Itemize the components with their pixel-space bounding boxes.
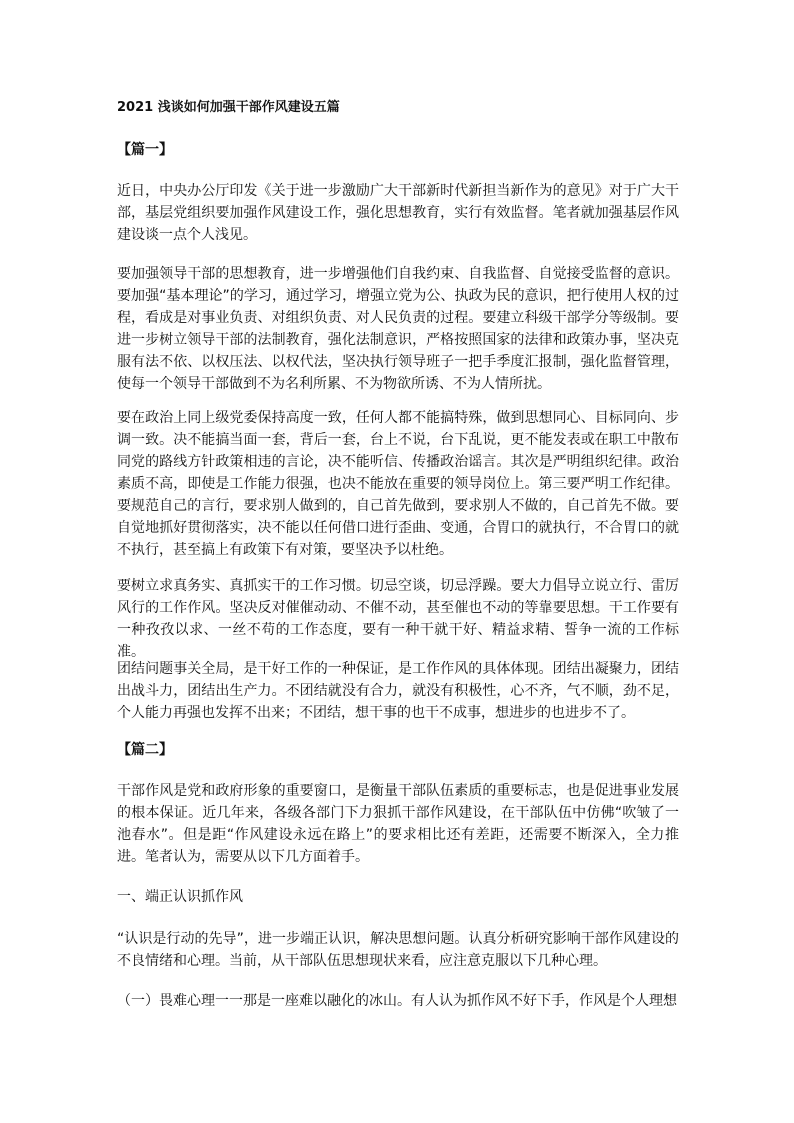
- section-one-heading: 【篇一】: [117, 142, 173, 158]
- section-two-paragraph-1: 干部作风是党和政府形象的重要窗口，是衡量干部队伍素质的重要标志，也是促进事业发展的根本保证。近几年来，各级各部门下力狠抓干部作风建设，在干部队伍中仿佛“吹皱了一池春水”。但是距“作风建设永远在路上”的要求相比还有差距，还需要不断深入，全力推进。笔者认为，需要从以下几方面着手。: [117, 783, 679, 865]
- section-two-heading: 【篇二】: [117, 742, 173, 758]
- section-one-paragraph-2: 要加强领导干部的思想教育，进一步增强他们自我约束、自我监督、自觉接受监督的意识。要加强“基本理论”的学习，通过学习，增强立党为公、执政为民的意识，把行使用人权的过程，看成是对事业负责、对组织负责、对人民负责的过程。要建立科级干部学分等级制。要进一步树立领导干部的法制教育，强化法制意识，严格按照国家的法律和政策办事，坚决克服有法不依、以权压法、以权代法，坚决执行领导班子一把手季度汇报制，强化监督管理，使每一个领导干部做到不为名利所累、不为物欲所诱、不为人情所扰。: [117, 266, 679, 392]
- document-title: 2021 浅谈如何加强干部作风建设五篇: [117, 100, 340, 115]
- section-two-paragraph-3: （一）畏难心理一一那是一座难以融化的冰山。有人认为抓作风不好下手，作风是个人理想: [117, 993, 677, 1009]
- section-two-paragraph-2: “认识是行动的先导”，进一步端正认识，解决思想问题。认真分析研究影响干部作风建设的不良情绪和心理。当前，从干部队伍思想现状来看，应注意克服以下几种心理。: [117, 931, 679, 969]
- section-one-paragraph-1: 近日，中央办公厅印发《关于进一步激励广大干部新时代新担当新作为的意见》对于广大干部，基层党组织要加强作风建设工作，强化思想教育，实行有效监督。笔者就加强基层作风建设谈一点个人浅见。: [117, 183, 679, 243]
- section-one-paragraph-5: 团结问题事关全局，是干好工作的一种保证，是工作作风的具体体现。团结出凝聚力，团结出战斗力，团结出生产力。不团结就没有合力，就没有积极性，心不齐，气不顺，劲不足，个人能力再强也发挥不出来；不团结，想干事的也干不成事，想进步的也进步不了。: [117, 661, 679, 721]
- section-one-paragraph-3: 要在政治上同上级党委保持高度一致，任何人都不能搞特殊，做到思想同心、目标同向、步调一致。决不能搞当面一套，背后一套，台上不说，台下乱说，更不能发表或在职工中散布同党的路线方针政策相违的言论，决不能听信、传播政治谣言。其次是严明组织纪律。政治素质不高，即使是工作能力很强，也决不能放在重要的领导岗位上。第三要严明工作纪律。要规范自己的言行，要求别人做到的，自己首先做到，要求别人不做的，自己首先不做。要自觉地抓好贯彻落实，决不能以任何借口进行歪曲、变通，合胃口的就执行，不合胃口的就不执行，甚至搞上有政策下有对策，要坚决予以杜绝。: [117, 410, 679, 558]
- section-one-paragraph-4: 要树立求真务实、真抓实干的工作习惯。切忌空谈，切忌浮躁。要大力倡导立说立行、雷厉风行的工作作风。坚决反对催催动动、不催不动，甚至催也不动的等靠要思想。干工作要有一种孜孜以求、一丝不苟的工作态度，要有一种干就干好、精益求精、誓争一流的工作标准。: [117, 578, 679, 660]
- section-two-subheading-1: 一、端正认识抓作风: [117, 889, 243, 905]
